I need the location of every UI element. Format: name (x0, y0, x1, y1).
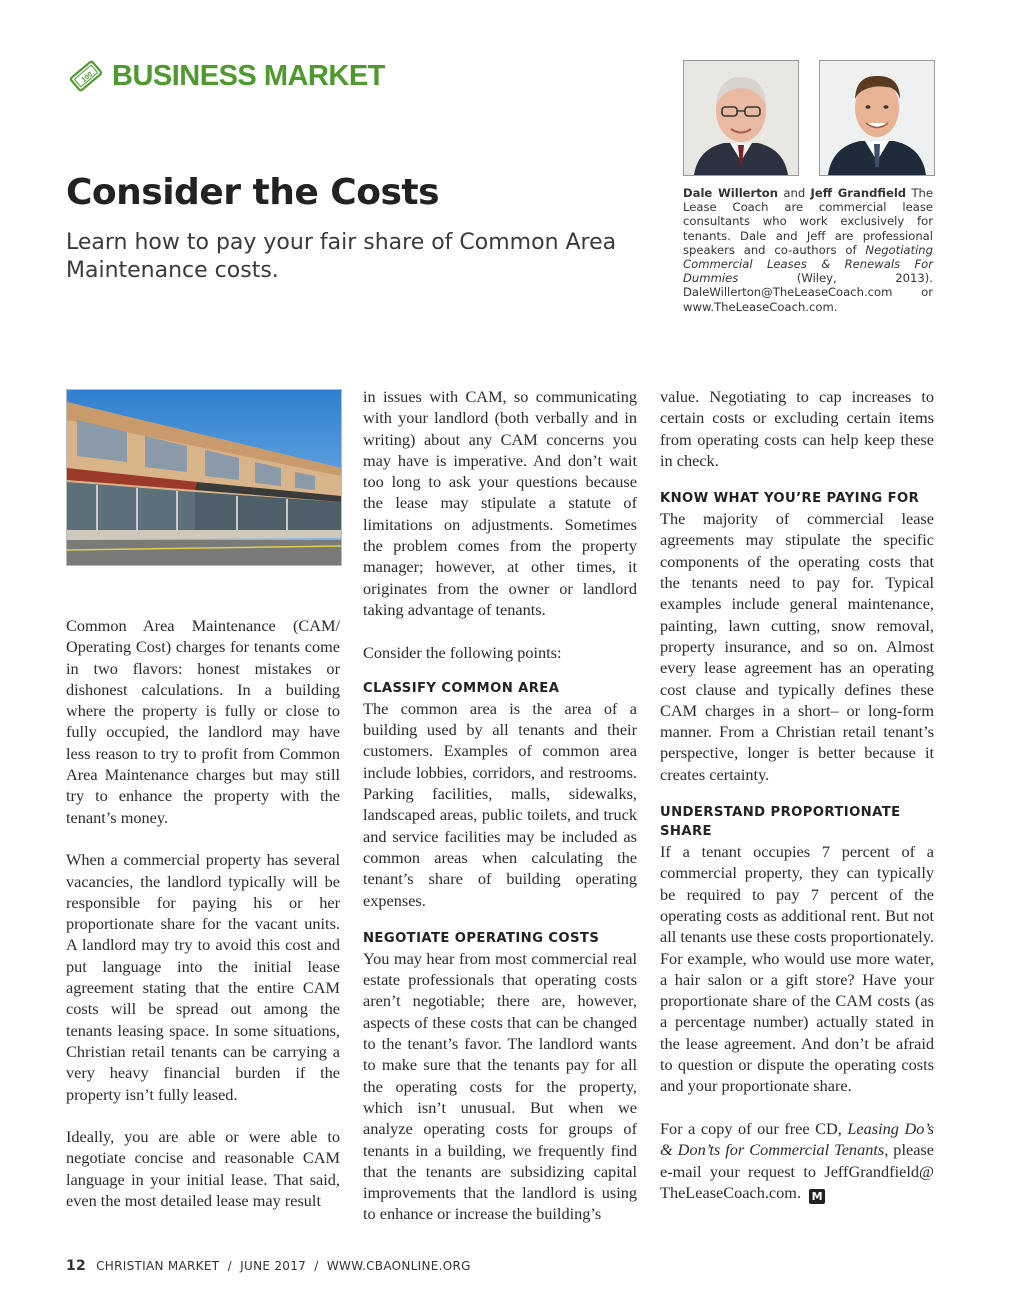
section-heading-classify: CLASSIFY COMMON AREA (363, 680, 560, 696)
paragraph: Common Area Maintenance (CAM/ Operating Cost) charges for tenants come in two flavors: honest mistakes or dishonest calculations. In a building where the property is fully or close to fully occupied, the landlord may have less reason to try to profit from Common Area Maintenance charges but may still try to enhance the property with the tenant’s money. (66, 616, 340, 827)
article-title: Consider the Costs (66, 172, 440, 213)
svg-text:100: 100 (80, 71, 95, 84)
author-name-dale: Dale Willerton (683, 186, 779, 200)
cd-title: Leasing Do’s & Don’ts for Commercial Tenants (660, 1118, 934, 1160)
paragraph: in issues with CAM, so communicating with your landlord (both verbally and in writing) about any CAM concerns you may have is imperative. And don’t wait too long to ask your questions because the lease may stipulate a statute of limitations on adjustments. Sometimes the problem comes from the property manager; however, at other times, it originates from the owner or landlord taking advantage of tenants. (363, 387, 637, 619)
footer-text: CHRISTIAN MARKET / JUNE 2017 / WWW.CBAONLINE.ORG (96, 1259, 471, 1273)
end-mark-icon: M (809, 1189, 825, 1204)
author-photo-jeff (819, 60, 935, 176)
closing-paragraph: For a copy of our free CD, Leasing Do’s & Don’ts for Commercial Tenants, please e-mail your request to JeffGrandfield@ TheLeaseCoach.com. M (660, 1118, 934, 1203)
paragraph: If a tenant occupies 7 percent of a commercial property, they can typically be required to pay 7 percent of the operating costs as additional rent. But not all tenants use these costs proportionately. For example, who would use more water, a hair salon or a gift store? Have your proportionate share of the CAM costs (as a percentage number) actually stated in the lease agreement. And don’t be afraid to question or dispute the operating costs and your proportionate share. (660, 842, 934, 1096)
paragraph: Consider the following points: (363, 642, 562, 662)
book-title: Negotiating Commercial Leases & Renewals For Dummies (683, 242, 933, 286)
section-brand (66, 58, 385, 94)
column-2 (363, 386, 637, 1225)
paragraph: Ideally, you are able or were able to negotiate concise and reasonable CAM language in your initial lease. That said, even the most detailed lease may result (66, 1127, 340, 1211)
article-subtitle: Learn how to pay your fair share of Common Area Maintenance costs. (66, 230, 617, 283)
column-3 (660, 386, 934, 1204)
strip-mall-storefront-photo (66, 389, 342, 566)
paragraph: You may hear from most commercial real estate professionals that operating costs aren’t negotiable; there are, however, aspects of these costs that can be changed to the tenant’s favor. The landlord wants to make sure that the tenants pay for all the operating costs for the property, which isn’t unusual. But when we analyze operating costs for groups of tenants in a building, we frequently find that the tenants are subsidizing capital improvements that the landlord is using to enhance or increase the building’s (363, 948, 637, 1224)
page-footer (66, 1258, 471, 1274)
paragraph: The common area is the area of a building used by all tenants and their customers. Examples of common area include lobbies, corridors, and restrooms. Parking facilities, malls, sidewalks, landscaped areas, public toilets, and truck and service facilities may be included as common areas when calculating the tenant’s share of building operating expenses. (363, 698, 637, 910)
money-100-icon (66, 58, 106, 94)
paragraph: value. Negotiating to cap increases to certain costs or excluding certain items from operating costs can help keep these in check. (660, 387, 934, 470)
section-heading-know: KNOW WHAT YOU’RE PAYING FOR (660, 491, 920, 507)
brand-title: BUSINESS MARKET (112, 59, 385, 92)
section-heading-negotiate: NEGOTIATE OPERATING COSTS (363, 930, 600, 946)
author-bio: Dale Willerton and Jeff Grandfield The Lease Coach are commercial lease consultants who work exclusively for tenants. Dale and Jeff are professional speakers and co-authors of Negotiating Commercial Leases & Renewals For Dummies (Wiley, 2013). DaleWillerton@TheLeaseCoach.com or www.TheLeaseCoach.com. (683, 186, 934, 314)
page-number: 12 (66, 1258, 87, 1274)
section-heading-understand: UNDERSTAND PROPORTIONATE SHARE (660, 805, 901, 840)
author-photo-dale (683, 60, 799, 176)
column-1 (66, 615, 340, 1211)
paragraph: The majority of commercial lease agreements may stipulate the specific components of the operating costs that the tenants need to pay for. Typical examples include general maintenance, painting, lawn cutting, snow removal, property insurance, and so on. Almost every lease agreement has an operating cost clause and typically defines these CAM charges in a short– or long-form manner. From a Christian retail tenant’s perspective, longer is better because it creates certainty. (660, 509, 934, 784)
paragraph: When a commercial property has several vacancies, the landlord typically will be responsible for paying his or her proportionate share for the vacant units. A landlord may try to avoid this cost and put language into the initial lease agreement stating that the entire CAM costs will be spread out among the tenants leasing space. In some situations, Christian retail tenants can be carrying a very heavy financial burden if the property isn’t fully leased. (66, 850, 340, 1104)
author-name-jeff: Jeff Grandfield (810, 186, 907, 200)
